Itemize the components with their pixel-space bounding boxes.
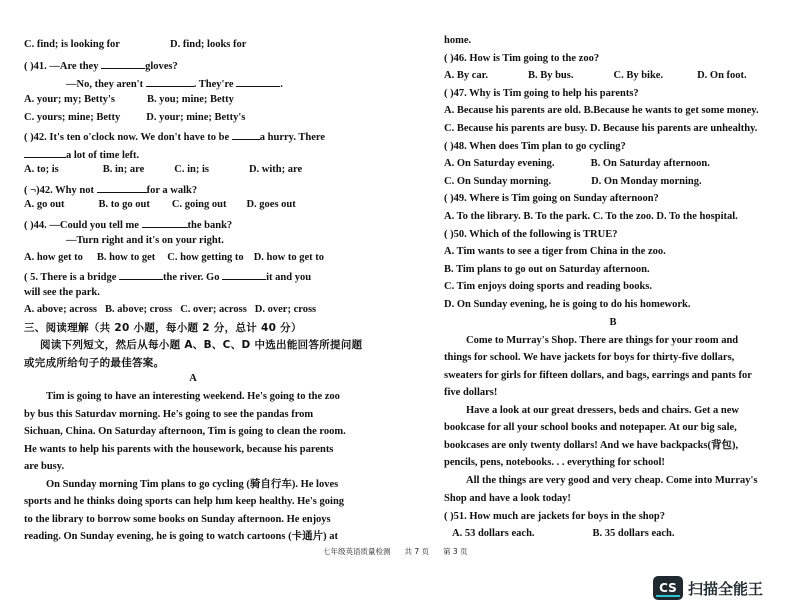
question-44-reply <box>66 234 224 248</box>
option-text: D. how to get to <box>253 252 324 263</box>
question-text: ( )44. —Could you tell me <box>24 220 142 231</box>
q41-options-cd <box>24 111 245 125</box>
option-text: C. how getting to <box>167 252 244 263</box>
q40-options-cd <box>24 38 246 52</box>
q49-options: A. To the library. B. To the park. C. To the zoo. D. To the hospital. <box>444 211 738 222</box>
passage-line: reading. On Sunday evening, he is going to watch cartoons (卡通片) at <box>24 531 338 542</box>
option-text: B. On Saturday afternoon. <box>590 158 710 169</box>
option-text: C. over; across <box>180 304 247 315</box>
question-text: a hurry. There <box>259 132 326 143</box>
q47-options-cd: C. Because his parents are busy. D. Because his parents are unhealthy. <box>444 123 758 134</box>
option-text: A. above; across <box>24 304 98 315</box>
option-text: B. 35 dollars each. <box>592 528 675 539</box>
camscanner-app-name: 扫描全能王 <box>688 580 764 598</box>
answer-blank <box>119 268 163 280</box>
question-text: —No, they aren't <box>66 79 146 90</box>
option-text: B. above; cross <box>105 304 173 315</box>
option-text: D. over; cross <box>254 304 317 315</box>
q47-options-ab: A. Because his parents are old. B.Because he wants to get some money. <box>444 105 759 116</box>
question-49: ( )49. Where is Tim going on Sunday afternoon? <box>444 193 659 204</box>
passage-line: things for school. We have jackets for boys for thirty-five dollars, <box>444 352 735 363</box>
option-text: B. By bus. <box>527 70 574 81</box>
option-text: C. By bike. <box>613 70 664 81</box>
passage-line: sports and he thinks doing sports can help hım keep healthy. He's going <box>24 496 345 507</box>
question-41-reply <box>66 75 283 92</box>
option-text: A. go out <box>24 199 65 210</box>
left-page <box>24 0 362 604</box>
q48-options-cd <box>444 175 702 189</box>
question-text: ( )42. It's ten o'clock now. We don't have to be <box>24 132 232 143</box>
question-text: gloves? <box>145 61 178 72</box>
question-text: it and you <box>266 272 312 283</box>
camscanner-logo: CS <box>653 576 683 600</box>
passage-line: by bus this Saturdav morning. He's going to see the pandas from <box>24 409 314 420</box>
question-text: ( )41. —Are they <box>24 61 102 72</box>
passage-line: sweaters for girls for fifteen dollars, and bags, earrings and pants for <box>444 370 752 381</box>
q42-options <box>24 163 302 177</box>
passage-line: pencils, pens, notebooks. . . everything for school! <box>444 457 665 468</box>
footer-page-number: 第 3 页 <box>443 547 468 556</box>
q45-options <box>24 303 316 317</box>
passage-a-label: A <box>189 373 197 384</box>
option-text: D. find; looks for <box>169 39 247 50</box>
question-text: —Turn right and it's on your right. <box>66 235 224 246</box>
option-text: B. you; mine; Betty <box>146 94 234 105</box>
question-text: . <box>280 79 283 90</box>
question-text: the bank? <box>187 220 233 231</box>
passage-line: He wants to help his parents with the housework, because his parents <box>24 444 334 455</box>
q51-options <box>452 527 675 541</box>
question-text: a lot of time left. <box>66 150 140 161</box>
option-text: C. going out <box>171 199 227 210</box>
option-text: A. By car. <box>444 70 488 81</box>
question-text: will see the park. <box>24 287 100 298</box>
question-44 <box>24 216 232 233</box>
question-43 <box>24 181 197 198</box>
answer-blank <box>97 181 147 193</box>
question-47: ( )47. Why is Tim going to help his parents? <box>444 88 639 99</box>
option-text: D. On Monday morning. <box>591 176 702 187</box>
passage-line: five dollars! <box>444 387 498 398</box>
passage-line: to the library to borrow some books on Sunday afternoon. He enjoys <box>24 514 331 525</box>
option-text: D. with; are <box>248 164 303 175</box>
footer-title: 七年级英语质量检测 <box>323 547 391 556</box>
question-text: ( 5. There is a bridge <box>24 272 119 283</box>
option-text: D. goes out <box>246 199 296 210</box>
q50-option-c: C. Tim enjoys doing sports and reading books. <box>444 281 653 292</box>
passage-line: Come to Murray's Shop. There are things for your room and <box>466 335 739 346</box>
right-page <box>444 0 782 604</box>
option-text: B. how to get <box>96 252 156 263</box>
answer-blank <box>222 268 266 280</box>
option-text: A. your; my; Betty's <box>24 94 115 105</box>
passage-line: bookcase for all your school books and notepaper. At our big sale, <box>444 422 737 433</box>
answer-blank <box>142 216 188 228</box>
q41-options-ab <box>24 93 234 107</box>
passage-line: Sichuan, China. On Saturday afternoon, Tim is going to clean the room. <box>24 426 346 437</box>
question-text: the river. Go <box>163 272 223 283</box>
option-text: C. yours; mine; Betty <box>24 112 121 123</box>
question-text: for a walk? <box>146 185 198 196</box>
q43-options <box>24 198 296 212</box>
passage-a-end: home. <box>444 35 472 46</box>
passage-line: are busy. <box>24 461 65 472</box>
passage-b-label: B <box>609 317 617 328</box>
instructions-line-1: 阅读下列短文，然后从每小题 A、B、C、D 中选出能回答所提问题 <box>40 339 363 351</box>
answer-blank <box>101 57 145 69</box>
option-text: A. On Saturday evening. <box>444 158 555 169</box>
q46-options <box>444 69 747 83</box>
answer-blank <box>146 75 194 87</box>
question-51: ( )51. How much are jackets for boys in the shop? <box>444 511 665 522</box>
option-text: A. how get to <box>24 252 83 263</box>
question-text: . They're <box>193 79 237 90</box>
passage-line: Have a look at our great dressers, beds and chairs. Get a new <box>466 405 739 416</box>
q50-option-d: D. On Sunday evening, he is going to do his homework. <box>444 299 691 310</box>
option-text: C. On Sunday morning. <box>444 176 552 187</box>
question-48: ( )48. When does Tim plan to go cycling? <box>444 141 626 152</box>
question-46: ( )46. How is Tim going to the zoo? <box>444 53 600 64</box>
question-42-cont <box>24 146 139 163</box>
passage-line: On Sunday morning Tim plans to go cycling (骑自行车). He loves <box>46 479 339 490</box>
passage-line: Shop and have a look today! <box>444 493 571 504</box>
question-50: ( )50. Which of the following is TRUE? <box>444 229 618 240</box>
option-text: A. 53 dollars each. <box>452 528 535 539</box>
question-45 <box>24 268 311 285</box>
question-41 <box>24 57 178 74</box>
passage-line: Tim is going to have an interesting weekend. He's going to the zoo <box>46 391 340 402</box>
q50-option-a: A. Tim wants to see a tiger from China in the zoo. <box>444 246 666 257</box>
q50-option-b: B. Tim plans to go out on Saturday afternoon. <box>444 264 650 275</box>
passage-line: bookcases are only twenty dollars! And we have backpacks(背包), <box>444 440 739 451</box>
question-42 <box>24 128 325 145</box>
option-text: C. find; is looking for <box>24 39 120 50</box>
question-45-cont <box>24 286 100 300</box>
answer-blank <box>232 128 260 140</box>
q44-options <box>24 251 324 265</box>
answer-blank <box>24 146 66 158</box>
option-text: C. in; is <box>174 164 209 175</box>
passage-line: All the things are very good and very cheap. Come into Murray's <box>466 475 758 486</box>
answer-blank <box>236 75 280 87</box>
footer-total-pages: 共 7 页 <box>404 547 430 556</box>
instructions-line-2: 或完成所给句子的最佳答案。 <box>24 357 165 369</box>
q48-options-ab <box>444 157 710 171</box>
option-text: B. in; are <box>102 164 145 175</box>
option-text: D. your; mine; Betty's <box>146 112 246 123</box>
option-text: A. to; is <box>24 164 59 175</box>
scanner-watermark <box>653 574 794 602</box>
question-text: ( ¬)42. Why not <box>24 185 97 196</box>
option-text: D. On foot. <box>697 70 747 81</box>
option-text: B. to go out <box>98 199 150 210</box>
section-title: 三、阅读理解（共 20 小题，每小题 2 分，总计 40 分） <box>24 322 302 334</box>
